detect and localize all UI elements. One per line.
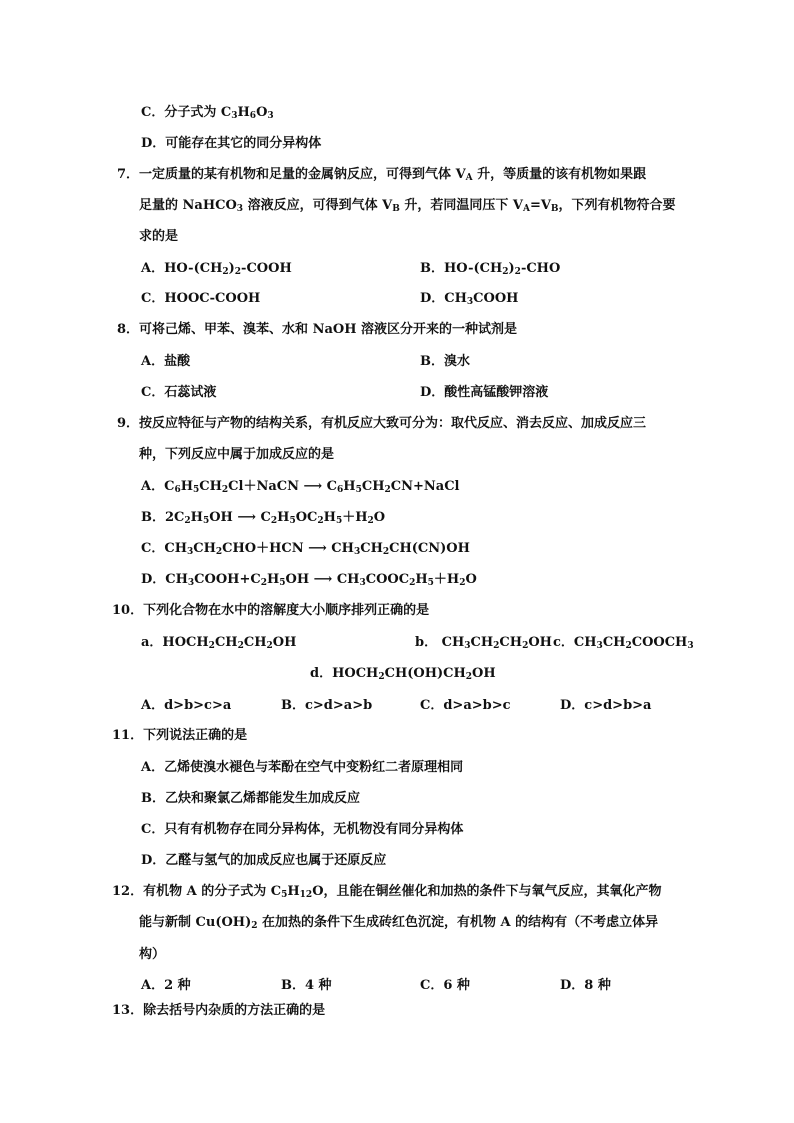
q9-stem-line-2: 种，下列反应中属于加成反应的是 [139, 447, 335, 462]
q12-stem-line-3: 构） [139, 947, 166, 962]
q9-stem-line-1: 9．按反应特征与产物的结构关系，有机反应大致可分为：取代反应、消去反应、加成反应三 [117, 416, 647, 431]
q10-option-a: A．d>b>c>a [141, 698, 232, 713]
q11-option-b: B．乙炔和聚氯乙烯都能发生加成反应 [141, 791, 360, 806]
q9-option-a: A．$C_6H_5CH_2Cl+NaCN$ ⟶ $C_6H_5CH_2CN+NaCl$ [141, 479, 460, 495]
q8-option-a: A．盐酸 [141, 354, 191, 369]
q8-option-b: B．溴水 [420, 354, 470, 369]
q11-option-d: D．乙醛与氢气的加成反应也属于还原反应 [141, 853, 387, 868]
q6-option-c: C．分子式为 $C_3H_6O_3$ [141, 105, 274, 121]
q7-stem-line-2: 足量的 NaHCO$_3$ 溶液反应，可得到气体 $V_B$ 升，若同温同压下 $V_A=V_B$，下列有机物符合要 [139, 198, 676, 214]
q12-stem-line-2: 能与新制 $Cu(OH)_2$ 在加热的条件下生成砖红色沉淀，有机物 A 的结构有（不考虑立体异 [139, 915, 659, 931]
q9-option-b: B．$2C_2H_5OH$ ⟶ $C_2H_5OC_2H_5+H_2O$ [141, 510, 386, 526]
q10-compound-b: b． $CH_3CH_2CH_2OH$ [415, 635, 552, 651]
q11-option-a: A．乙烯使溴水褪色与苯酚在空气中变粉红二者原理相同 [141, 760, 464, 775]
q10-option-d: D．c>d>b>a [560, 698, 652, 713]
q7-option-c: C．HOOC-COOH [141, 291, 261, 306]
q10-compound-d: d．$HOCH_2CH(OH)CH_2OH$ [310, 666, 496, 682]
q11-option-c: C．只有有机物存在同分异构体，无机物没有同分异构体 [141, 822, 464, 837]
q6-option-d: D．可能存在其它的同分异构体 [141, 136, 322, 151]
q10-compound-c: c．$CH_3CH_2COOCH_3$ [553, 635, 694, 651]
q12-option-a: A．2 种 [141, 978, 191, 993]
q7-option-b: B．$HO-(CH_2)_2$-CHO [420, 261, 561, 277]
q10-option-c: C．d>a>b>c [420, 698, 511, 713]
q7-stem-line-1: 7．一定质量的某有机物和足量的金属钠反应，可得到气体 $V_A$ 升，等质量的该有机物如果跟 [117, 167, 647, 183]
q12-stem-line-1: 12．有机物 A 的分子式为 $C_5H_{12}O$，且能在铜丝催化和加热的条件下与氧气反应，其氧化产物 [112, 884, 662, 900]
q12-option-c: C．6 种 [420, 978, 470, 993]
q10-option-b: B．c>d>a>b [281, 698, 373, 713]
q8-option-d: D．酸性高锰酸钾溶液 [420, 385, 549, 400]
q12-option-b: B．4 种 [281, 978, 332, 993]
q9-option-d: D．$CH_3COOH+C_2H_5OH$ ⟶ $CH_3COOC_2H_5+H_2O$ [141, 572, 477, 588]
q7-stem-line-3: 求的是 [139, 229, 179, 244]
q13-stem: 13．除去括号内杂质的方法正确的是 [112, 1003, 326, 1018]
q12-option-d: D．8 种 [560, 978, 611, 993]
q8-stem: 8．可将己烯、甲苯、溴苯、水和 NaOH 溶液区分开来的一种试剂是 [117, 322, 518, 337]
q10-compound-a: a．$HOCH_2CH_2CH_2OH$ [141, 635, 297, 651]
q7-option-d: D．$CH_3COOH$ [420, 291, 519, 307]
q7-option-a: A．$HO-(CH_2)_2$-COOH [141, 261, 292, 277]
q9-option-c: C．$CH_3CH_2CHO+HCN$ ⟶ $CH_3CH_2CH(CN)OH$ [141, 541, 470, 557]
q11-stem: 11．下列说法正确的是 [112, 728, 248, 743]
q8-option-c: C．石蕊试液 [141, 385, 217, 400]
q10-stem: 10．下列化合物在水中的溶解度大小顺序排列正确的是 [112, 603, 430, 618]
